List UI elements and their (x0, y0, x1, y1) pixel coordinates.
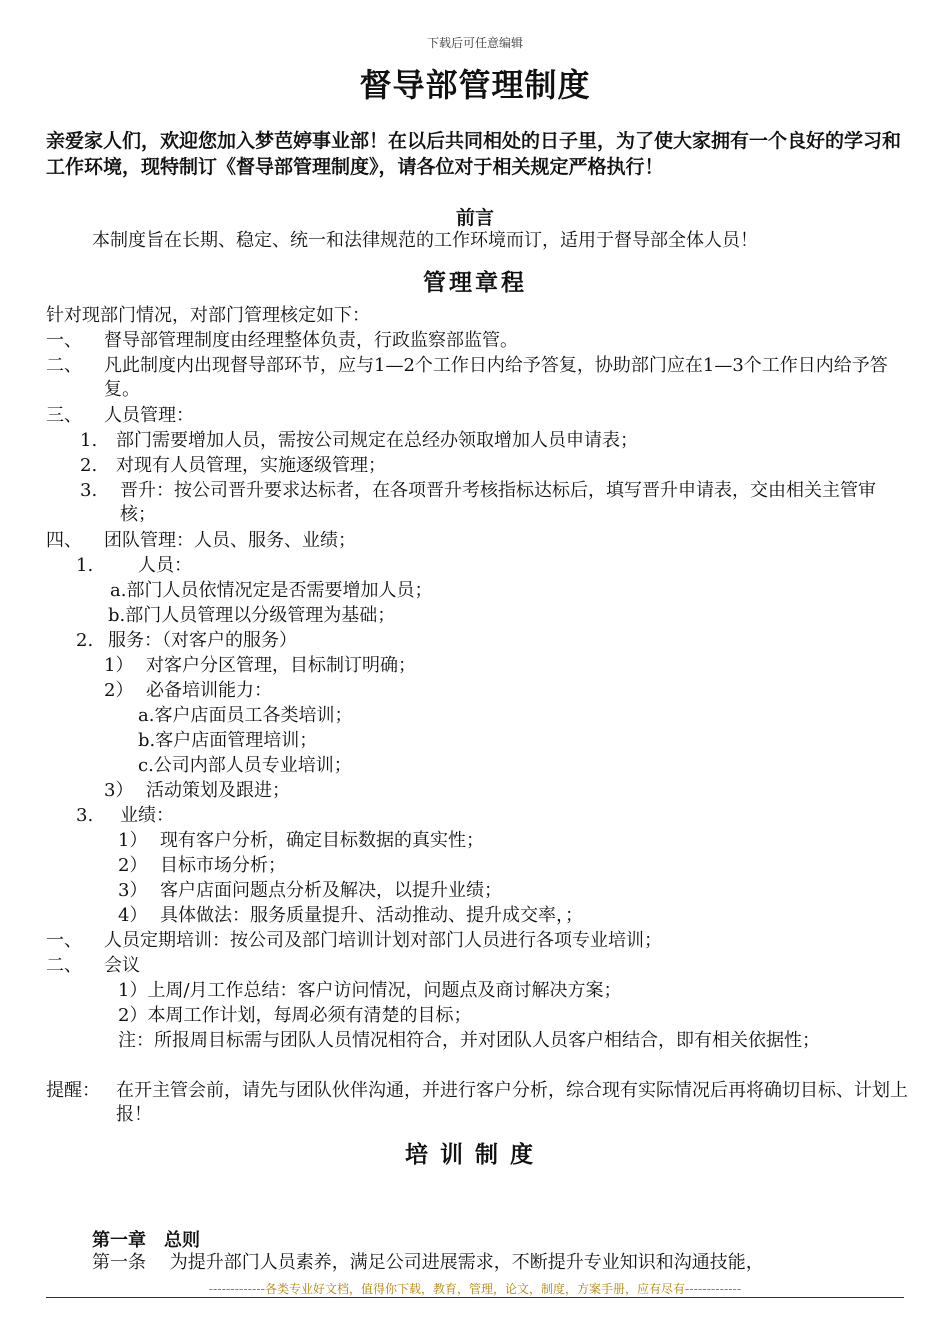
list-marker: 3） (118, 880, 148, 901)
list-item: 2） 必备培训能力： (104, 680, 272, 701)
article-text: 为提升部门人员素养，满足公司进展需求，不断提升专业知识和沟通技能， (169, 1252, 764, 1273)
list-marker: 2. (80, 455, 98, 476)
list-marker: 2） (118, 855, 148, 876)
list-marker: 1） (104, 655, 134, 676)
list-marker: 1. (76, 555, 94, 576)
list-item: 针对现部门情况，对部门管理核定如下： (46, 305, 370, 326)
list-item: 注：所报周目标需与团队人员情况相符合，并对团队人员客户相结合，即有相关依据性； (118, 1030, 820, 1051)
list-item: 1） 对客户分区管理，目标制订明确； (104, 655, 416, 676)
list-item: 1. 部门需要增加人员，需按公司规定在总经办领取增加人员申请表； (80, 430, 638, 451)
list-marker: 提醒： (46, 1080, 100, 1101)
list-item: b.客户店面管理培训； (138, 730, 318, 751)
list-item: 1） 现有客户分析，确定目标数据的真实性； (118, 830, 484, 851)
list-item: 三、 人员管理： (46, 405, 194, 426)
list-item: 3） 客户店面问题点分析及解决，以提升业绩； (118, 880, 502, 901)
list-item: 二、 会议 (46, 955, 140, 976)
list-item: 3） 活动策划及跟进； (104, 780, 290, 801)
list-item: c.公司内部人员专业培训； (138, 755, 352, 776)
intro-paragraph: 亲爱家人们，欢迎您加入梦芭婷事业部！在以后共同相处的日子里，为了使大家拥有一个良好的学习和工作环境，现特制订《督导部管理制度》，请各位对于相关规定严格执行！ (46, 130, 902, 178)
list-marker: 二、 (46, 955, 82, 976)
list-item: 4） 具体做法：服务质量提升、活动推动、提升成交率，； (118, 905, 583, 926)
list-item: 二、 凡此制度内出现督导部环节，应与1—2个工作日内给予答复，协助部门应在1—3个工作日内给予答复。 (46, 355, 888, 400)
list-item: 一、 督导部管理制度由经理整体负责，行政监察部监管。 (46, 330, 518, 351)
list-marker: 4） (118, 905, 148, 926)
list-item: 2）本周工作计划，每周必须有清楚的目标； (118, 1005, 472, 1026)
article-marker: 第一条 (92, 1252, 146, 1273)
article-line (92, 1251, 764, 1275)
list-item: 2. 服务：（对客户的服务） (76, 630, 297, 651)
list-marker: 二、 (46, 355, 82, 376)
list-item: a.部门人员依情况定是否需要增加人员； (110, 580, 433, 601)
list-marker: 三、 (46, 405, 82, 426)
preface-heading: 前言 (455, 207, 494, 229)
list-item: 一、 人员定期培训：按公司及部门培训计划对部门人员进行各项专业培训； (46, 930, 662, 951)
list-marker: 1. (80, 430, 98, 451)
list-marker: 3） (104, 780, 134, 801)
list-marker: 四、 (46, 530, 82, 551)
list-item: 1）上周/月工作总结：客户访问情况，问题点及商讨解决方案； (118, 980, 622, 1001)
list-marker: 1） (118, 830, 148, 851)
list-item: 1. 人员： (76, 555, 192, 576)
footer-divider (46, 1297, 904, 1298)
list-item: b.部门人员管理以分级管理为基础； (108, 605, 396, 626)
section-heading-training: 培训制度 (405, 1141, 545, 1168)
list-item: a.客户店面员工各类培训； (138, 705, 353, 726)
list-marker: 一、 (46, 330, 82, 351)
page-header-note: 下载后可任意编辑 (426, 36, 523, 50)
list-marker: 一、 (46, 930, 82, 951)
list-marker: 2） (104, 680, 134, 701)
list-item: 3. 业绩： (76, 805, 174, 826)
list-marker: 3. (76, 805, 94, 826)
preface-text: 本制度旨在长期、稳定、统一和法律规范的工作环境而订，适用于督导部全体人员！ (92, 230, 758, 251)
chapter-heading: 第一章 总则 (92, 1230, 200, 1251)
list-marker: 3. (80, 480, 98, 501)
list-item: 2. 对现有人员管理，实施逐级管理； (80, 455, 386, 476)
list-item: 3. 晋升：按公司晋升要求达标者，在各项晋升考核指标达标后，填写晋升申请表，交由相关主管审核； (80, 480, 876, 525)
section-heading-management: 管理章程 (423, 269, 527, 296)
list-marker: 2. (76, 630, 94, 651)
list-item: 提醒： 在开主管会前，请先与团队伙伴沟通，并进行客户分析，综合现有实际情况后再将确切目标、计划上报！ (46, 1080, 908, 1125)
document-title: 督导部管理制度 (359, 66, 591, 104)
list-item: 四、 团队管理：人员、服务、业绩； (46, 530, 356, 551)
list-item: 2） 目标市场分析； (118, 855, 286, 876)
footer-banner-text: -------------各类专业好文档，值得你下载，教育，管理，论文，制度，方案手册，应有尽有------------- (208, 1282, 742, 1296)
